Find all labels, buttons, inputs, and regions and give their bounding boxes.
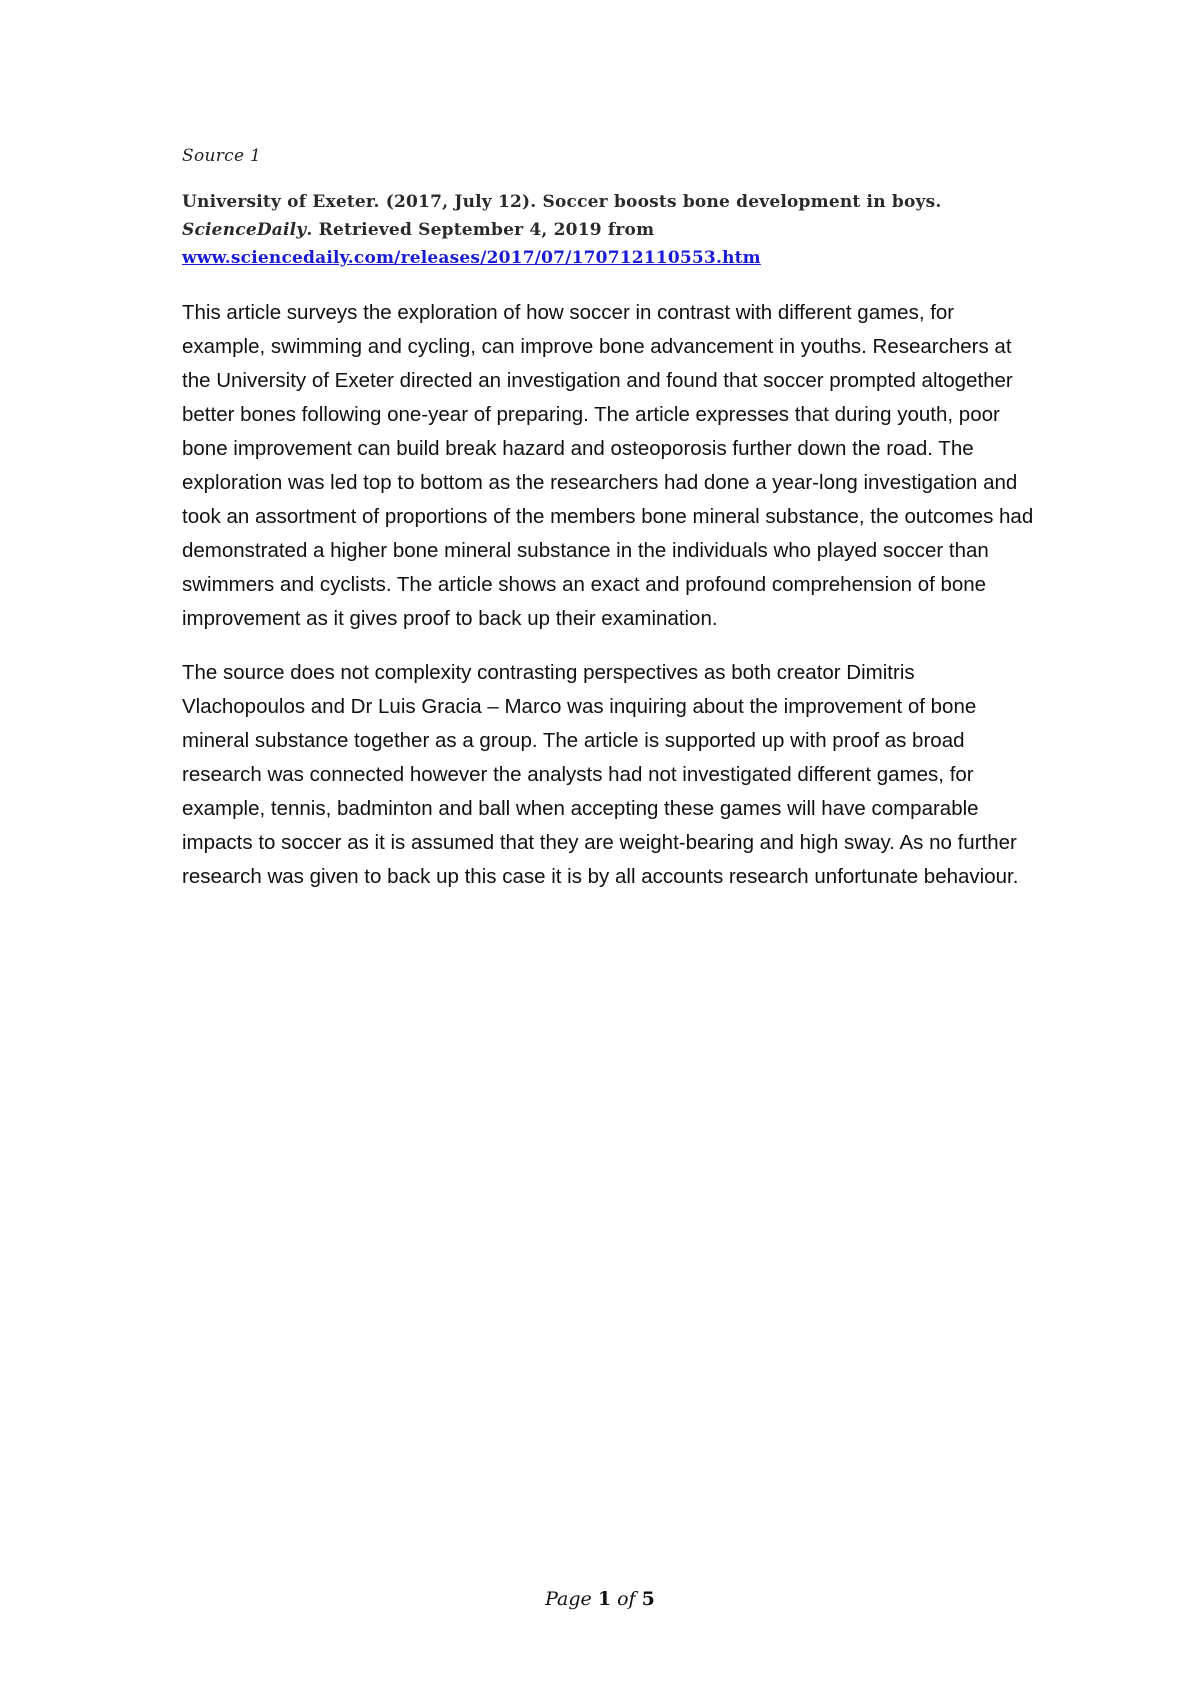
citation [182,188,1042,272]
footer-current-page: 1 [597,1588,612,1610]
source-label: Source 1 [182,146,262,166]
citation-suffix: . Retrieved September 4, 2019 from [306,220,655,240]
citation-journal: ScienceDaily [182,220,307,240]
body-paragraph-1: This article surveys the exploration of how soccer in contrast with different games, for example, swimming and cycling, can improve bone advancement in youths. Researchers at the University of Exeter directed an investigation and found that soccer prompted altogether better bones following one-year of preparing. The article expresses that during youth, poor bone improvement can build break hazard and osteoporosis further down the road. The exploration was led top to bottom as the researchers had done a year-long investigation and took an assortment of proportions of the members bone mineral substance, the outcomes had demonstrated a higher bone mineral substance in the individuals who played soccer than swimmers and cyclists. The article shows an exact and profound comprehension of bone improvement as it gives proof to back up their examination. [182,301,1034,630]
page-content [182,146,1042,914]
citation-url-link[interactable]: www.sciencedaily.com/releases/2017/07/170712110553.htm [182,248,761,268]
citation-prefix: University of Exeter. (2017, July 12). Soccer boosts bone development in boys. [182,192,942,212]
footer-total-pages: 5 [641,1588,655,1610]
footer-of-word: of [617,1588,636,1610]
footer-page-word: Page [545,1588,592,1610]
page-footer [0,1588,1200,1610]
body-paragraph-2: The source does not complexity contrasting perspectives as both creator Dimitris Vlachopoulos and Dr Luis Gracia – Marco was inquiring about the improvement of bone mineral substance together as a group. The article is supported up with proof as broad research was connected however the analysts had not investigated different games, for example, tennis, badminton and ball when accepting these games will have comparable impacts to soccer as it is assumed that they are weight-bearing and high sway. As no further research was given to back up this case it is by all accounts research unfortunate behaviour. [182,661,1019,888]
